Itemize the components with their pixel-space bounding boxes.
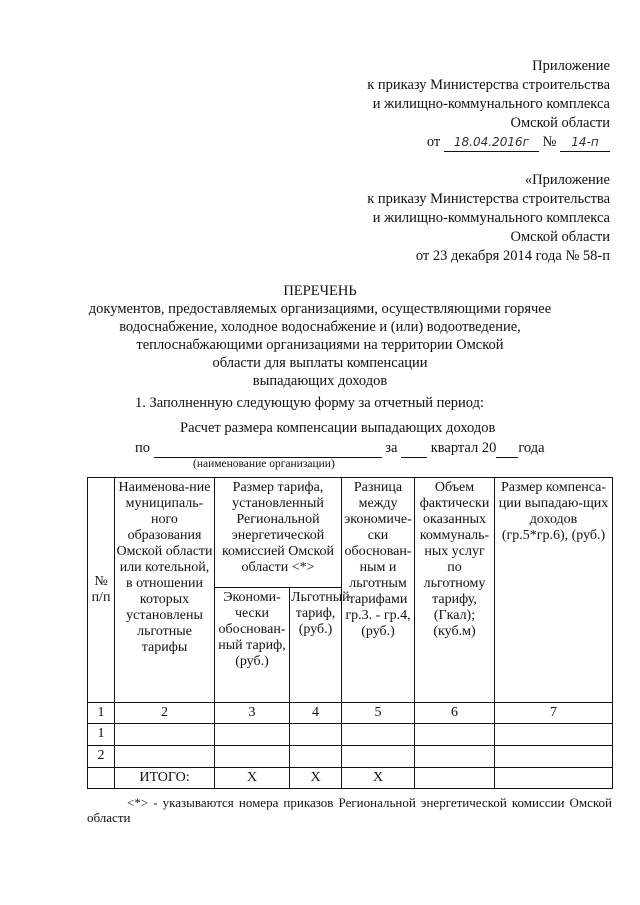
header-preferential-tariff: Льготный тариф, (руб.) xyxy=(290,588,342,703)
list-item-1: 1. Заполненную следующую форму за отчетный период: xyxy=(135,395,485,411)
col-number: 5 xyxy=(342,703,415,724)
from-label: от xyxy=(426,134,441,150)
header2-line3: и жилищно-коммунального комплекса xyxy=(372,210,610,226)
by-label: по xyxy=(135,440,151,456)
org-caption: (наименование организации) xyxy=(193,458,335,470)
header-volume: Объем фактически оказанных коммуналь-ных услуг по льготному тарифу, (Гкал); (куб.м) xyxy=(415,478,495,703)
table-row xyxy=(88,746,613,768)
compensation-table xyxy=(87,477,613,789)
title-line1: документов, предоставляемых организациями, осуществляющими горячее xyxy=(88,301,552,317)
column-numbers-row xyxy=(88,703,613,724)
header2-line2: к приказу Министерства строительства xyxy=(367,191,610,207)
number-label: № xyxy=(542,134,557,150)
header-name: Наименова-ние муниципаль-ного образования Омской области или котельной, в отношении которых установлены льготные тарифы xyxy=(115,478,215,703)
total-mark: X xyxy=(290,768,342,789)
header2-line1: «Приложение xyxy=(524,172,610,188)
header-tariff: Размер тарифа, установленный Региональной энергетической комиссией Омской области <*> xyxy=(215,478,342,588)
handwritten-number: 14-п xyxy=(560,134,610,152)
year-label: года xyxy=(518,440,545,456)
header1-line3: и жилищно-коммунального комплекса xyxy=(372,96,610,112)
form-title: Расчет размера компенсации выпадающих доходов xyxy=(180,420,496,436)
col-number: 3 xyxy=(215,703,290,724)
col-number: 6 xyxy=(415,703,495,724)
title-line2: водоснабжение, холодное водоснабжение и (или) водоотведение, xyxy=(119,319,521,335)
total-label: ИТОГО: xyxy=(115,768,215,789)
col-number: 4 xyxy=(290,703,342,724)
title-line5: выпадающих доходов xyxy=(252,373,388,389)
handwritten-date: 18.04.2016г xyxy=(444,134,539,152)
title-line3: теплоснабжающими организациями на территории Омской xyxy=(136,337,504,353)
col-number: 2 xyxy=(115,703,215,724)
total-row xyxy=(88,768,613,789)
header1-date-line xyxy=(427,134,610,152)
row-number: 1 xyxy=(88,724,115,746)
header2-line5: от 23 декабря 2014 года № 58-п xyxy=(415,248,610,264)
footnote: <*> - указываются номера приказов Региональной энергетической комиссии Омской области xyxy=(87,795,612,825)
header-economic-tariff: Экономи-чески обоснован-ный тариф, (руб.) xyxy=(215,588,290,703)
header-compensation: Размер компенса-ции выпадаю-щих доходов (гр.5*гр.6), (руб.) xyxy=(495,478,613,703)
for-label: за xyxy=(385,440,398,456)
header1-line4: Омской области xyxy=(510,115,610,131)
header1-line2: к приказу Министерства строительства xyxy=(367,77,610,93)
quarter-label: квартал 20 xyxy=(430,440,497,456)
document-heading: ПЕРЕЧЕНЬ xyxy=(283,283,357,299)
col-number: 1 xyxy=(88,703,115,724)
header1-line1: Приложение xyxy=(532,58,610,74)
total-mark: X xyxy=(215,768,290,789)
table-row xyxy=(88,724,613,746)
col-number: 7 xyxy=(495,703,613,724)
header2-line4: Омской области xyxy=(510,229,610,245)
row-number: 2 xyxy=(88,746,115,768)
title-line4: области для выплаты компенсации xyxy=(212,355,428,371)
header-num: № п/п xyxy=(88,478,115,703)
total-mark: X xyxy=(342,768,415,789)
header-difference: Разница между экономиче-ски обоснован-ным и льготным тарифами гр.3. - гр.4, (руб.) xyxy=(342,478,415,703)
